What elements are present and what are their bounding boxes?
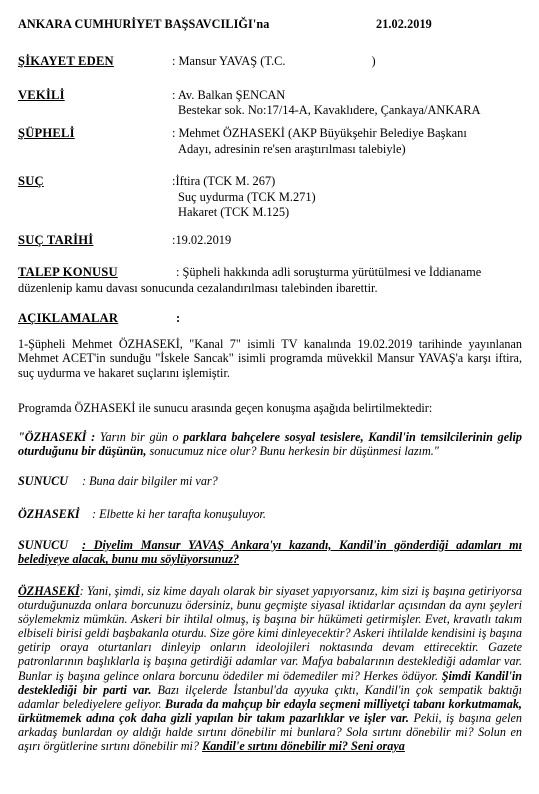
crime-3: Hakaret (TCK M.125) xyxy=(178,205,290,219)
suspect-name: : Mehmet ÖZHASEKİ (AKP Büyükşehir Belediye Başkanı xyxy=(172,126,467,140)
request-line-1: : Şüpheli hakkında adli soruşturma yürütülmesi ve İddianame xyxy=(176,265,482,279)
attorney-name: : Av. Balkan ŞENCAN xyxy=(172,88,286,102)
quote-1-speaker: "ÖZHASEKİ : xyxy=(18,430,96,444)
quote-ozhaseki-2 xyxy=(18,507,266,522)
complainant-close: ) xyxy=(371,54,376,68)
attorney-label: VEKİLİ xyxy=(18,88,65,102)
crime-2: Suç uydurma (TCK M.271) xyxy=(178,190,316,204)
request-line-2: düzenlenip kamu davası sonucunda cezalandırılması talebinden ibarettir. xyxy=(18,281,378,295)
addressee: ANKARA CUMHURİYET BAŞSAVCILIĞI'na xyxy=(18,17,270,31)
quote-4-speaker: SUNUCU xyxy=(18,538,69,552)
crime-label: SUÇ xyxy=(18,174,44,188)
quote-3-text: : Elbette ki her tarafta konuşuluyor. xyxy=(92,507,266,521)
paragraph-1: 1-Şüpheli Mehmet ÖZHASEKİ, "Kanal 7" isimli TV kanalında 19.02.2019 tarihinde yayınlanan Mehmet ACET'in sunduğu "İskele Sancak" isimli programda müvekkil Mansur YAVAŞ'a karşı iftira, suç uydurma ve hakaret suçlarını işlemiştir. xyxy=(18,337,522,380)
suspect-note: Adayı, adresinin re'sen araştırılması talebiyle) xyxy=(178,142,406,156)
quote-5-bold-c: Kandil'e sırtını dönebilir mi? Seni oraya xyxy=(202,739,405,754)
explanations-colon: : xyxy=(176,311,181,325)
quote-ozhaseki-1 xyxy=(18,430,522,459)
crime-date-label: SUÇ TARİHİ xyxy=(18,233,94,247)
quote-1-text-b: sonucumuz nice olur? Bunu herkesin bir düşünmesi lazım." xyxy=(146,444,439,459)
explanations-heading: AÇIKLAMALAR xyxy=(18,311,119,325)
quote-1-bold: parklara bahçelere sosyal tesislere, Kandil'in temsilcilerinin gelip oturduğunu bir düşünün, xyxy=(18,430,522,459)
complainant-label: ŞİKAYET EDEN xyxy=(18,54,114,68)
paragraph-2: Programda ÖZHASEKİ ile sunucu arasında geçen konuşma aşağıda belirtilmektedir: xyxy=(18,401,433,415)
request-label: TALEP KONUSU xyxy=(18,265,118,279)
document-date: 21.02.2019 xyxy=(376,17,432,31)
quote-4-text: : Diyelim Mansur YAVAŞ Ankara'yı kazandı, Kandil'in gönderdiği adamları mı belediyeye alacak, bunu mu söylüyorsunuz? xyxy=(18,538,522,567)
complainant-name: : Mansur YAVAŞ (T.C. xyxy=(172,54,286,68)
quote-1-text-a: Yarın bir gün o xyxy=(95,430,184,444)
quote-3-speaker: ÖZHASEKİ xyxy=(18,507,80,521)
quote-2-speaker: SUNUCU xyxy=(18,474,69,488)
quote-5-bold-a: Şimdi Kandil'in desteklediği bir parti var. xyxy=(18,668,523,697)
quote-2-text: : Buna dair bilgiler mi var? xyxy=(82,474,218,488)
crime-date-value: :19.02.2019 xyxy=(172,233,232,247)
crime-1: :İftira (TCK M. 267) xyxy=(172,174,276,188)
quote-5-speaker: ÖZHASEKİ xyxy=(18,584,80,598)
quote-presenter-2 xyxy=(18,538,522,567)
complainant-value xyxy=(172,54,376,69)
quote-ozhaseki-3 xyxy=(18,584,522,753)
suspect-label: ŞÜPHELİ xyxy=(18,126,75,140)
quote-5-text-b: Bazı ilçelerde İstanbul'da ayyuka çıktı, Kandil'in çok sempatik baktığı adamlar belediyelere geliyor. xyxy=(18,682,523,711)
quote-5-text-a: : Yani, şimdi, siz kime dayalı olarak bir siyaset yapıyorsanız, kim sizi iş başına getiriyorsa oturduğunuzda onlara borcunuzu ödersiniz, bunu geçmişte siyasal iktidarlar açısından da aynı şeyleri söylemekmiz mümkün. Askeri bir ihtilal olmuş, iş başına bir hükümeti getirmişler. Evet, kravatlı takım elbiseli birisi geldi başbakanla oturdu. Size göre kimi dinleyecektir? Askeri ihtilalde kendisini iş başına getirip oraya oturtanları dinleyip onların ideolojileri noktasında devam ettirecektir. Gazete patronlarının başlıklarla iş başına getirdiği adamlar var. Mafya babalarının desteklediği adamlar var. Bunlar iş başına gelince onlara borcunu ödediler mi ödemediler mi? Herkes ödüyor. xyxy=(18,584,522,683)
quote-5-bold-b: Burada da mahçup bir edayla seçmeni milliyetçi tabanı korkutmamak, ürkütmemek adına çok daha gizli yapılan bir takım pazarlıklar ve işler var. xyxy=(18,696,522,725)
attorney-address: Bestekar sok. No:17/14-A, Kavaklıdere, Çankaya/ANKARA xyxy=(178,103,481,117)
quote-presenter-1 xyxy=(18,474,218,489)
quote-5-text-c: Pekii, iş başına gelen arkadaş bunlardan oy aldığı halde sırtını dönebilir mi bunlara? Sola sırtını dönebilir mi? Solun en aşırı örgütlerine sırtını dönebilir mi? xyxy=(18,710,522,754)
